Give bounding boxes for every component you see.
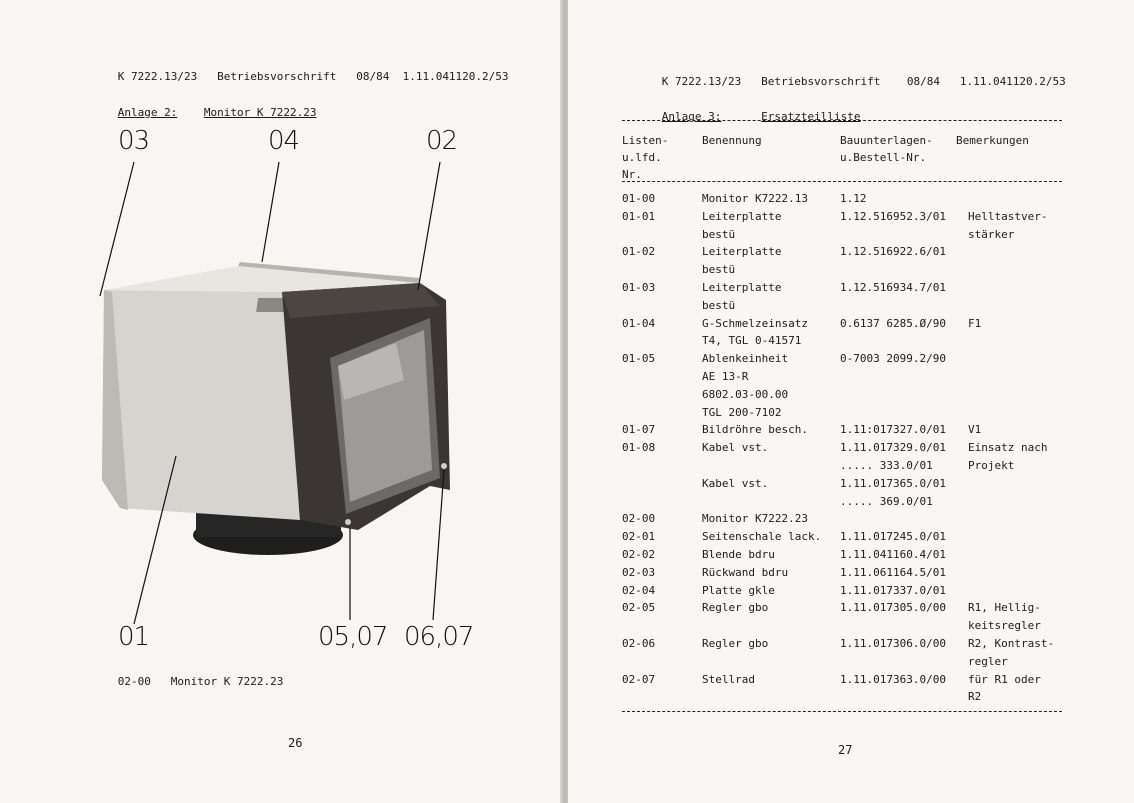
table-cell-c3: 1.12 (840, 192, 867, 205)
page-number-left: 26 (288, 736, 303, 750)
table-cell-c3: ..... 369.0/01 (840, 494, 933, 508)
table-cell-c3: ..... 333.0/01 (840, 459, 933, 472)
table-cell-c2: Leiterplatte (702, 245, 782, 259)
left-page (0, 0, 562, 803)
table-cell-c2: Monitor K7222.23 (702, 512, 808, 526)
table-cell-c2: Seitenschale lack. (702, 530, 822, 544)
table-cell-c2: Regler gbo (702, 601, 769, 615)
table-cell-c2: Platte gkle (702, 583, 775, 597)
table-cell-c1: 01-01 (622, 209, 656, 223)
right-header-type: Betriebsvorschrift (761, 75, 881, 88)
table-cell-c3: 1.11.041160.4/01 (840, 548, 946, 561)
table-cell-c4: R2 (968, 690, 982, 704)
table-cell-c3: 1.11.017305.0/00 (840, 601, 946, 615)
table-cell-c4: R2, Kontrast- (968, 637, 1055, 650)
table-row (568, 245, 1134, 263)
table-rule-header (622, 181, 1062, 182)
caption-id: 02-00 (117, 675, 151, 688)
right-anlage-title: Ersatzteilliste (761, 110, 861, 123)
table-row (568, 192, 1134, 210)
table-row (568, 370, 1134, 388)
callout-04: 04 (268, 126, 300, 156)
table-cell-c3: 1.12.516934.7/01 (840, 281, 946, 294)
table-cell-c2: Blende bdru (702, 548, 775, 561)
table-row (568, 406, 1134, 424)
col-header-list-2: u.lfd. (622, 151, 662, 164)
table-row (568, 317, 1134, 335)
table-row (568, 512, 1134, 530)
callout-01: 01 (118, 622, 150, 652)
table-rule-bottom (622, 711, 1062, 712)
table-cell-c2: AE 13-R (702, 370, 749, 383)
table-row (568, 352, 1134, 370)
callout-05-07: 05,07 (318, 622, 388, 652)
table-cell-c2: T4, TGL 0-41571 (702, 334, 802, 348)
table-cell-c2: Leiterplatte (702, 209, 782, 223)
table-cell-c4: R1, Hellig- (968, 601, 1041, 615)
right-header-number: 1.11.041120.2/53 (959, 75, 1066, 88)
table-cell-c4: F1 (968, 316, 982, 330)
table-cell-c4: regler (968, 654, 1008, 668)
table-cell-c3: 0.6137 6285.Ø/90 (840, 316, 946, 330)
table-cell-c3: 1.11.017329.0/01 (840, 441, 946, 455)
table-row (568, 334, 1134, 352)
right-header-date: 08/84 (906, 75, 940, 88)
left-header-date: 08/84 (356, 70, 390, 83)
table-cell-c3: 1.11.017306.0/00 (840, 637, 946, 650)
table-cell-c1: 01-04 (622, 316, 656, 330)
right-header (622, 62, 1066, 101)
table-cell-c4: stärker (968, 227, 1015, 241)
table-cell-c3: 1.11.017363.0/00 (840, 672, 946, 686)
table-cell-c4: V1 (968, 423, 982, 437)
page-number-right: 27 (838, 743, 853, 757)
table-cell-c1: 01-02 (622, 245, 656, 259)
table-cell-c1: 02-03 (622, 565, 656, 579)
table-cell-c3: 0-7003 2099.2/90 (840, 352, 946, 366)
table-cell-c3: 1.12.516922.6/01 (840, 245, 946, 259)
table-cell-c1: 01-00 (622, 192, 656, 205)
table-cell-c2: Stellrad (702, 672, 755, 686)
table-row (568, 423, 1134, 441)
table-row (568, 566, 1134, 584)
table-cell-c2: Monitor K7222.13 (702, 192, 808, 205)
table-row (568, 477, 1134, 495)
left-header-number: 1.11.041120.2/53 (402, 70, 509, 83)
table-cell-c1: 02-06 (622, 637, 656, 650)
table-cell-c2: Kabel vst. (702, 476, 769, 490)
table-cell-c2: 6802.03-00.00 (702, 387, 789, 401)
table-cell-c3: 1.11.061164.5/01 (840, 565, 946, 579)
table-row (568, 459, 1134, 477)
table-row (568, 388, 1134, 406)
caption-text: Monitor K 7222.23 (170, 675, 284, 688)
table-row (568, 530, 1134, 548)
table-cell-c3: 1.11:017327.0/01 (840, 423, 946, 437)
table-header (568, 134, 1134, 184)
table-cell-c2: Ablenkeinheit (702, 352, 789, 366)
col-header-list-3: Nr. (622, 168, 642, 181)
table-cell-c2: G-Schmelzeinsatz (702, 316, 808, 330)
table-cell-c1: 01-05 (622, 352, 656, 366)
callout-06-07: 06,07 (404, 622, 474, 652)
table-cell-c1: 02-07 (622, 672, 656, 686)
table-row (568, 690, 1134, 708)
table-row (568, 281, 1134, 299)
table-row (568, 210, 1134, 228)
table-cell-c1: 02-01 (622, 530, 656, 544)
table-cell-c3: 1.11.017337.0/01 (840, 583, 946, 597)
table-cell-c1: 02-05 (622, 601, 656, 615)
table-cell-c2: Kabel vst. (702, 441, 769, 455)
parts-table-body (568, 192, 1134, 712)
table-cell-c2: TGL 200-7102 (702, 405, 782, 419)
table-cell-c2: bestü (702, 227, 736, 241)
left-header-type: Betriebsvorschrift (217, 70, 337, 83)
table-cell-c4: keitsregler (968, 619, 1041, 633)
table-cell-c3: 1.11.017365.0/01 (840, 476, 946, 490)
table-row (568, 263, 1134, 281)
table-row (568, 584, 1134, 602)
table-cell-c4: Helltastver- (968, 209, 1048, 223)
table-row (568, 601, 1134, 619)
col-header-remarks: Bemerkungen (956, 134, 1029, 147)
table-cell-c4: Einsatz nach (968, 441, 1048, 455)
table-row (568, 619, 1134, 637)
table-row (568, 495, 1134, 513)
table-cell-c2: Leiterplatte (702, 281, 782, 294)
table-row (568, 673, 1134, 691)
table-cell-c2: bestü (702, 298, 736, 312)
table-row (568, 299, 1134, 317)
table-cell-c1: 01-08 (622, 441, 656, 455)
table-row (568, 637, 1134, 655)
callout-03: 03 (118, 126, 150, 156)
table-cell-c1: 02-02 (622, 548, 656, 561)
table-cell-c2: Regler gbo (702, 637, 769, 650)
table-cell-c2: Bildröhre besch. (702, 423, 808, 437)
table-cell-c3: 1.11.017245.0/01 (840, 530, 946, 544)
col-header-list-1: Listen- (622, 134, 669, 147)
table-cell-c1: 01-03 (622, 281, 656, 294)
table-cell-c4: Projekt (968, 459, 1015, 472)
left-caption (78, 662, 283, 701)
table-cell-c2: Rückwand bdru (702, 565, 789, 579)
right-header-doc: K 7222.13/23 (661, 75, 742, 88)
table-row (568, 655, 1134, 673)
table-cell-c1: 01-07 (622, 423, 656, 437)
left-anlage-label: Anlage 2: (117, 106, 178, 119)
col-header-order-1: Bauunterlagen- (840, 134, 933, 147)
table-cell-c1: 02-00 (622, 512, 656, 526)
table-row (568, 228, 1134, 246)
col-header-order-2: u.Bestell-Nr. (840, 151, 927, 164)
table-cell-c4: für R1 oder (968, 672, 1041, 686)
table-cell-c3: 1.12.516952.3/01 (840, 209, 946, 223)
table-rule-top (622, 120, 1062, 121)
right-anlage (622, 97, 860, 136)
col-header-name: Benennung (702, 134, 762, 147)
left-anlage-title: Monitor K 7222.23 (203, 106, 317, 119)
left-header-doc: K 7222.13/23 (117, 70, 198, 83)
table-cell-c2: bestü (702, 263, 736, 277)
table-row (568, 441, 1134, 459)
callout-02: 02 (426, 126, 458, 156)
right-anlage-label: Anlage 3: (661, 110, 722, 123)
table-cell-c1: 02-04 (622, 583, 656, 597)
table-row (568, 548, 1134, 566)
right-page (568, 0, 1134, 803)
